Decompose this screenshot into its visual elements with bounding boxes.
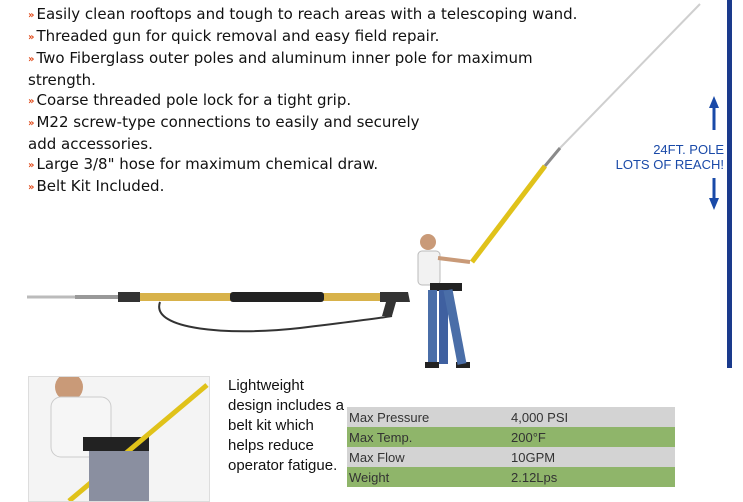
belt-kit-caption: Lightweight design includes a belt kit which helps reduce operator fatigue. xyxy=(228,377,344,474)
feature-text: Easily clean rooftops and tough to reach areas with a telescoping wand. xyxy=(36,5,578,23)
operator-figure xyxy=(418,234,470,368)
reach-callout-line2: LOTS OF REACH! xyxy=(615,157,724,172)
spec-label: Max Flow xyxy=(347,447,511,467)
spec-label: Weight xyxy=(347,467,511,487)
spec-row xyxy=(347,467,675,487)
chevron-right-icon: » xyxy=(28,118,33,129)
feature-text: M22 screw-type connections to easily and securely add accessories. xyxy=(28,113,420,153)
spec-value: 10GPM xyxy=(511,447,675,467)
collapsed-pole xyxy=(27,292,410,331)
chevron-right-icon: » xyxy=(28,54,33,65)
chevron-right-icon: » xyxy=(28,10,33,21)
extended-pole-upper xyxy=(545,148,560,166)
feature-text: Threaded gun for quick removal and easy field repair. xyxy=(36,27,440,45)
extended-pole-lower xyxy=(472,166,545,262)
spec-table xyxy=(347,407,675,487)
spec-row xyxy=(347,427,675,447)
spec-row xyxy=(347,407,675,427)
reach-callout-line1: 24FT. POLE xyxy=(653,142,724,157)
spec-label: Max Pressure xyxy=(347,407,511,427)
belt-kit-illustration xyxy=(29,377,209,501)
spec-value: 2.12Lps xyxy=(511,467,675,487)
extended-pole-tip xyxy=(560,4,700,148)
feature-text: Belt Kit Included. xyxy=(36,177,165,195)
feature-text: Large 3/8" hose for maximum chemical draw. xyxy=(36,155,379,173)
chevron-right-icon: » xyxy=(28,96,33,107)
spec-row xyxy=(347,447,675,467)
spec-value: 4,000 PSI xyxy=(511,407,675,427)
belt-kit-photo xyxy=(28,376,210,502)
reach-callout xyxy=(600,142,724,172)
spec-value: 200°F xyxy=(511,427,675,447)
chevron-right-icon: » xyxy=(28,182,33,193)
feature-text: Two Fiberglass outer poles and aluminum inner pole for maximum strength. xyxy=(28,49,533,89)
feature-text: Coarse threaded pole lock for a tight grip. xyxy=(36,91,352,109)
chevron-right-icon: » xyxy=(28,160,33,171)
chevron-right-icon: » xyxy=(28,32,33,43)
spec-label: Max Temp. xyxy=(347,427,511,447)
